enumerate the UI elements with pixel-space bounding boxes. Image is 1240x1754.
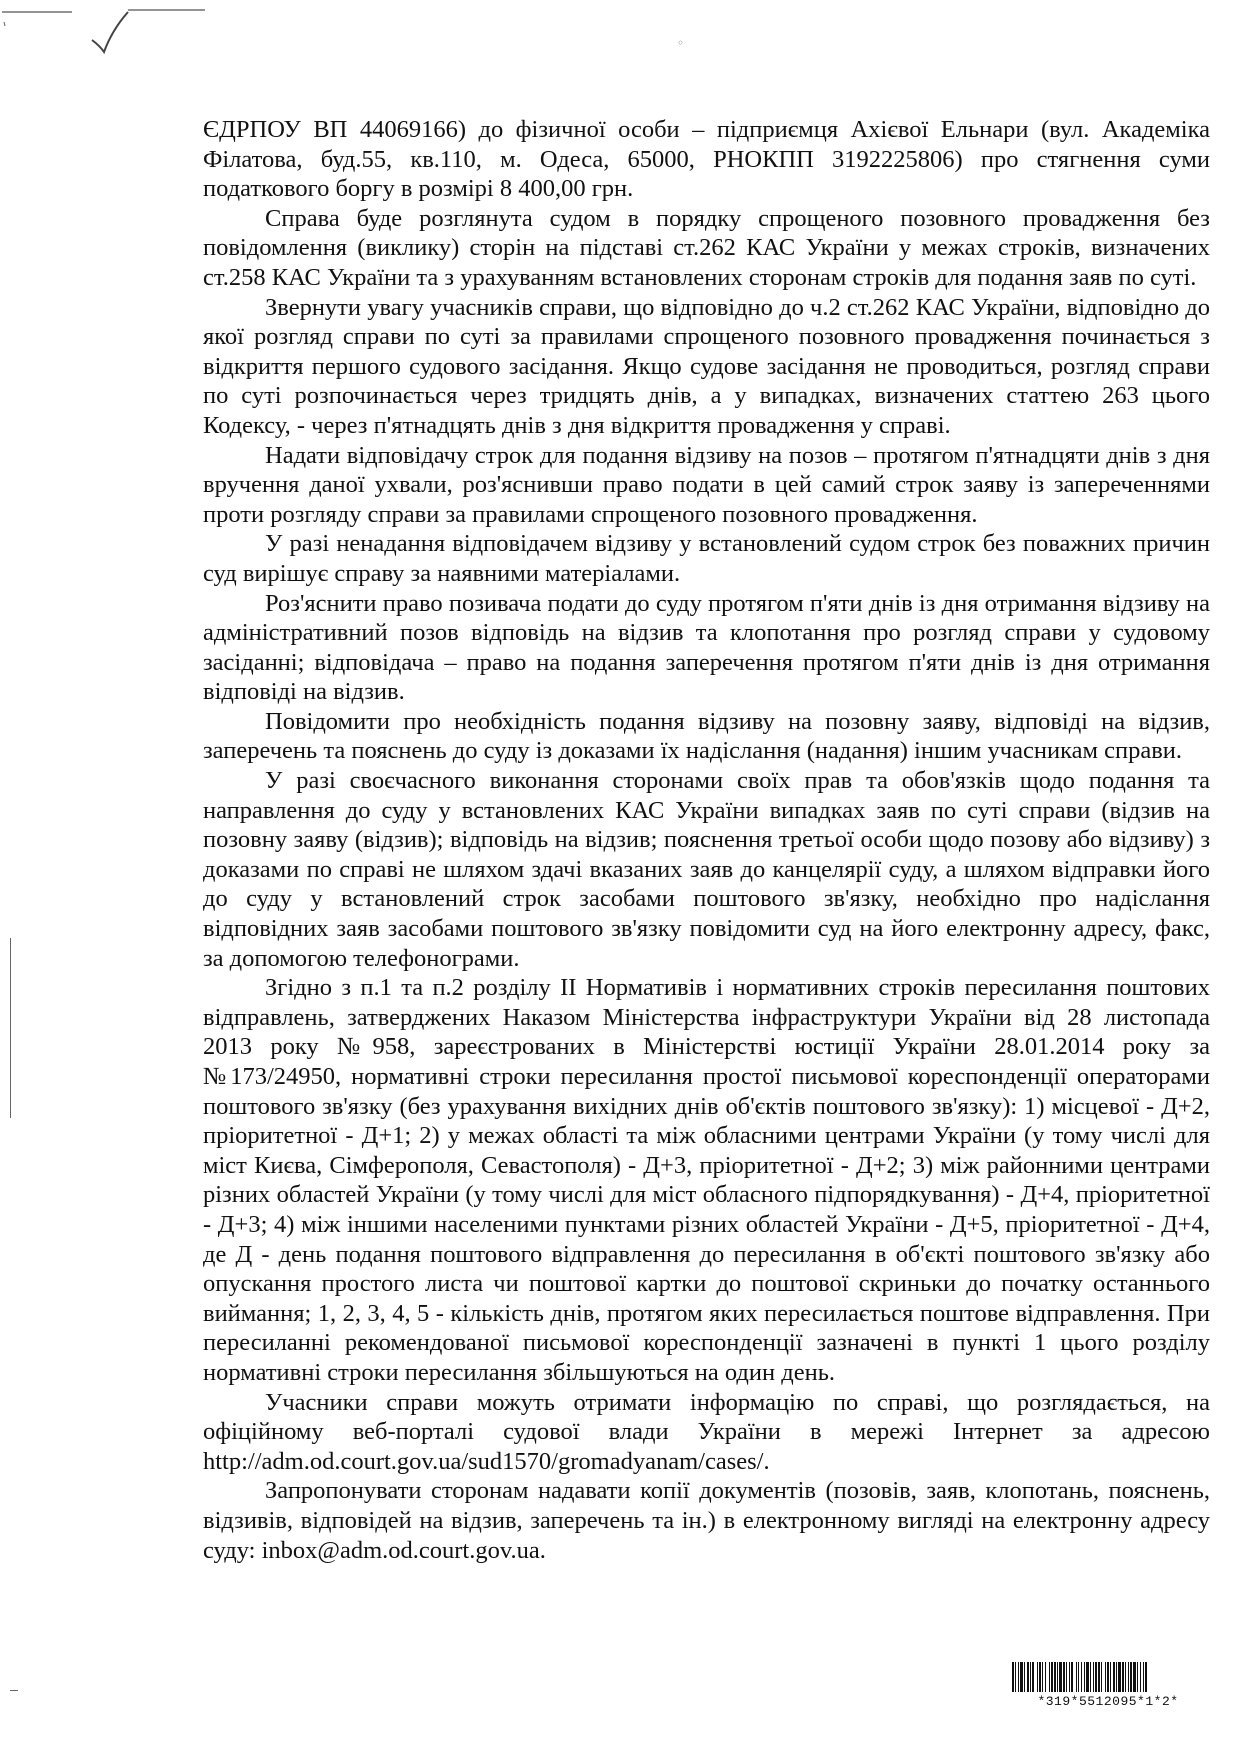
barcode-bar <box>1113 1662 1115 1692</box>
paragraph: У разі ненадання відповідачем відзиву у встановлений судом строк без поважних причин суд вирішує справу за наявними матеріалами. <box>203 530 1210 587</box>
barcode-bar <box>1020 1662 1023 1692</box>
barcode-bar <box>1045 1662 1046 1692</box>
barcode-bar <box>1125 1662 1126 1692</box>
barcode-bar <box>1084 1662 1085 1692</box>
barcode-bar <box>1107 1662 1109 1692</box>
barcode-bar <box>1133 1662 1136 1692</box>
barcode-bar <box>1037 1662 1038 1692</box>
paragraph: Звернути увагу учасників справи, що відповідно до ч.2 ст.262 КАС України, відповідно до якої розгляд справи по суті за правилами спрощеного позовного провадження починається з відкриття першого судового засідання. Якщо судове засідання не проводиться, розгляд справи по суті розпочинається через тридцять днів, а у випадках, визначених статтею 263 цього Кодексу, - через п'ятнадцять днів з дня відкриття провадження у справі. <box>203 293 1210 439</box>
handwritten-check-mark <box>0 0 220 70</box>
barcode-bar <box>1145 1662 1147 1692</box>
barcode-bar <box>1090 1662 1091 1692</box>
barcode-bar <box>1039 1662 1041 1692</box>
barcode-bar <box>1140 1662 1141 1692</box>
barcode-bar <box>1098 1662 1100 1692</box>
barcode-bar <box>1076 1662 1077 1692</box>
document-body <box>203 115 1210 1565</box>
barcode-bar <box>1093 1662 1094 1692</box>
barcode <box>1012 1662 1204 1692</box>
paragraph: Запропонувати сторонам надавати копії документів (позовів, заяв, клопотань, пояснень, відзивів, відповідей на відзив, заперечень та ін.) в електронному вигляді на електронну адресу суду: inbox@adm.od.court.gov.ua. <box>203 1477 1210 1564</box>
scan-speck: ◦ <box>677 36 685 50</box>
paragraph: Роз'яснити право позивача подати до суду протягом п'яти днів із дня отримання відзиву на адміністративний позов відповідь на відзив та клопотання про розгляд справи у судовому засіданні; відповідача – право на подання заперечення протягом п'яти днів із дня отримання відповіді на відзив. <box>203 589 1210 706</box>
paragraph: У разі своєчасного виконання сторонами своїх прав та обов'язків щодо подання та направлення до суду у встановлених КАС України випадках заяв по суті справи (відзив на позовну заяву (відзив); відповідь на відзив; пояснення третьої особи щодо позову або відзиву) з доказами по справі не шляхом здачі вказаних заяв до канцелярії суду, а шляхом відправки його до суду у встановлений строк засобами поштового зв'язку, необхідно про надіслання відповідних заяв засобами поштового зв'язку повідомити суд на його електронну адресу, факс, за допомогою телефонограми. <box>203 767 1210 972</box>
barcode-bar <box>1081 1662 1082 1692</box>
paragraph: Учасники справи можуть отримати інформацію по справі, що розглядається, на офіційному веб-порталі судової влади України в мережі Інтернет за адресою http://adm.od.court.gov.ua/sud1570/gromadyanam/cases/. <box>203 1388 1210 1475</box>
barcode-bar <box>1024 1662 1025 1692</box>
barcode-bar <box>1015 1662 1016 1692</box>
barcode-bar <box>1012 1662 1014 1692</box>
barcode-bar <box>1095 1662 1097 1692</box>
barcode-bar <box>1051 1662 1053 1692</box>
barcode-bar <box>1059 1662 1062 1692</box>
barcode-bar <box>1071 1662 1073 1692</box>
barcode-number: *319*5512095*1*2* <box>1037 1694 1179 1709</box>
barcode-bar <box>1078 1662 1079 1692</box>
scan-edge-mark <box>10 1690 18 1691</box>
barcode-bar <box>1054 1662 1056 1692</box>
barcode-bar <box>1018 1662 1019 1692</box>
barcode-bar <box>1110 1662 1111 1692</box>
barcode-bar <box>1122 1662 1124 1692</box>
barcode-bar <box>1027 1662 1029 1692</box>
scan-edge-mark <box>10 938 11 1118</box>
paragraph: Повідомити про необхідність подання відзиву на позовну заяву, відповіді на відзив, заперечень та пояснень до суду із доказами їх надіслання (надання) іншим учасникам справи. <box>203 707 1210 765</box>
barcode-bar <box>1143 1662 1144 1692</box>
barcode-bar <box>1032 1662 1034 1692</box>
paragraph: Надати відповідачу строк для подання відзиву на позов – протягом п'ятнадцяти днів з дня вручення даної ухвали, роз'яснивши право подати в цей самий строк заяву із запереченнями проти розгляду справи за правилами спрощеного позовного провадження. <box>203 441 1210 528</box>
barcode-bar <box>1130 1662 1132 1692</box>
barcode-bar <box>1118 1662 1121 1692</box>
barcode-bar <box>1042 1662 1043 1692</box>
paragraph: ЄДРПОУ ВП 44069166) до фізичної особи – підприємця Ахієвої Ельнари (вул. Академіка Філатова, буд.55, кв.110, м. Одеса, 65000, РНОКПП 3192225806) про стягнення суми податкового боргу в розмірі 8 400,00 грн. <box>203 116 1210 203</box>
barcode-bar <box>1063 1662 1065 1692</box>
barcode-bar <box>1101 1662 1102 1692</box>
barcode-bar <box>1128 1662 1129 1692</box>
barcode-bar <box>1137 1662 1138 1692</box>
barcode-bar <box>1116 1662 1117 1692</box>
barcode-bar <box>1066 1662 1067 1692</box>
barcode-bar <box>1105 1662 1106 1692</box>
barcode-bar <box>1086 1662 1089 1692</box>
barcode-bar <box>1030 1662 1031 1692</box>
paragraph: Згідно з п.1 та п.2 розділу ІІ Нормативів і нормативних строків пересилання поштових відправлень, затверджених Наказом Міністерства інфраструктури України від 28 листопада 2013 року №958, зареєстрованих в Міністерстві юстиції України 28.01.2014 року за №173/24950, нормативні строки пересилання простої письмової кореспонденції операторами поштового зв'язку (без урахування вихідних днів об'єктів поштового зв'язку): 1) місцевої - Д+2, пріоритетної - Д+1; 2) у межах області та між обласними центрами України (у тому числі для міст Києва, Сімферополя, Севастополя) - Д+3, пріоритетної - Д+2; 3) між районними центрами різних областей України (у тому числі для міст обласного підпорядкування) - Д+4, пріоритетної - Д+3; 4) між іншими населеними пунктами різних областей України - Д+5, пріоритетної - Д+4, де Д - день подання поштового відправлення до пересилання в об'єкті поштового зв'язку або опускання простого листа чи поштової картки до поштової скриньки до початку останнього виймання; 1, 2, 3, 4, 5 - кількість днів, протягом яких пересилається поштове відправлення. При пересиланні рекомендованої письмової кореспонденції зазначені в пункті 1 цього розділу нормативні строки пересилання збільшуються на один день. <box>203 974 1210 1386</box>
barcode-bar <box>1049 1662 1050 1692</box>
barcode-bar <box>1057 1662 1058 1692</box>
paragraph: Справа буде розглянута судом в порядку спрощеного позовного провадження без повідомлення (виклику) сторін на підставі ст.262 КАС України у межах строків, визначених ст.258 КАС України та з урахуванням встановлених сторонам строків для подання заяв по суті. <box>203 204 1210 291</box>
barcode-bar <box>1069 1662 1070 1692</box>
